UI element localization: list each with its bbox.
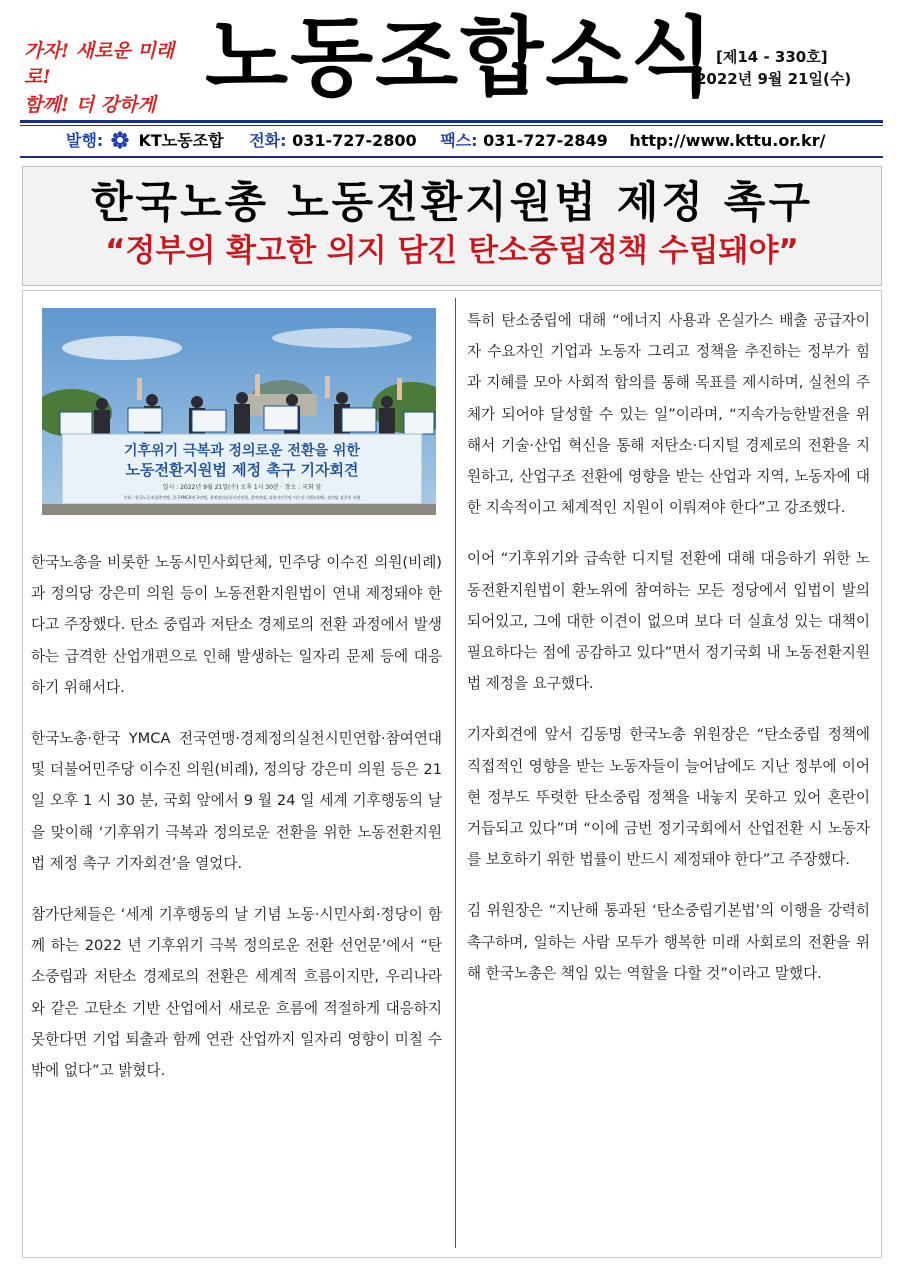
headline: 한국노총 노동전환지원법 제정 촉구 <box>91 178 813 228</box>
banner-line-1: 기후위기 극복과 정의로운 전환을 위한 <box>124 443 360 459</box>
banner-info: 일시 : 2022년 9월 21일(수) 오후 1시 30분 · 장소 : 국회 앞 <box>162 484 322 491</box>
photo-illustration <box>42 308 436 515</box>
publisher-name: KT노동조합 <box>138 131 224 150</box>
issue-info <box>696 46 852 90</box>
fax-number: 031-727-2849 <box>483 131 608 150</box>
issue-date: 2022년 9월 21일(수) <box>696 70 852 88</box>
slogan-line-2: 함께! 더 강하게 <box>24 94 156 116</box>
banner-line-2: 노동전환지원법 제정 촉구 기자회견 <box>125 461 359 479</box>
publisher-bar <box>20 128 883 154</box>
kttu-logo-icon <box>111 131 129 149</box>
paragraph: 한국노총을 비롯한 노동시민사회단체, 민주당 이수진 의원(비례)과 정의당 강은미 의원 등이 노동전환지원법이 연내 제정돼야 한다고 주장했다. 탄소 중립과 저탄소 경제로의 전환 과정에서 발생하는 급격한 산업개편으로 인해 발생하는 일자리 문제 등에 대응하기 위해서다. <box>31 554 442 696</box>
publisher-label: 발행: <box>66 131 104 150</box>
subheadline: “정부의 확고한 의지 담긴 탄소중립정책 수립돼야” <box>105 233 799 269</box>
banner-hosts: 주최 : 한국노동조합총연맹, 한국YMCA전국연맹, 경제정의실천시민연합, 참여연대, 더불어민주당 이수진 의원(비례), 정의당 강은미 의원 <box>123 495 361 500</box>
paragraph: 참가단체들은 ‘세계 기후행동의 날 기념 노동·시민사회·정당이 함께 하는 2022 년 기후위기 극복 정의로운 전환 선언문’에서 “탄소중립과 저탄소 경제로의 전환은 세계적 흐름이지만, 우리나라와 같은 고탄소 기반 산업에서 새로운 흐름에 적절하게 대응하지 못한다면 기업 퇴출과 함께 연관 산업까지 일자리 영향이 미칠 수밖에 없다”고 밝혔다. <box>31 906 442 1080</box>
issue-number: [제14 - 330호] <box>716 48 828 66</box>
publisher-bar-rule <box>20 156 883 158</box>
headline-box <box>22 166 882 286</box>
masthead-rule-thin <box>20 125 883 126</box>
phone-number: 031-727-2800 <box>292 131 417 150</box>
press-conference-photo <box>42 308 436 515</box>
website-link[interactable]: http://www.kttu.or.kr/ <box>629 131 826 150</box>
fax-label: 팩스: <box>440 131 478 150</box>
paragraph: 김 위원장은 “지난해 통과된 ‘탄소중립기본법’의 이행을 강력히 촉구하며, 일하는 사람 모두가 행복한 미래 사회로의 전환을 위해 한국노총은 책임 있는 역할을 다할 것”이라고 말했다. <box>467 902 870 982</box>
paragraph: 기자회견에 앞서 김동명 한국노총 위원장은 “탄소중립 정책에 직접적인 영향을 받는 노동자들이 늘어남에도 지난 정부에 이어 현 정부도 뚜렷한 탄소중립 정책을 내놓지 못하고 있어 혼란이 거듭되고 있다”며 “이에 금번 정기국회에서 산업전환 시 노동자를 보호하기 위한 법률이 반드시 제정돼야 한다”고 주장했다. <box>467 726 870 869</box>
slogan <box>24 38 199 120</box>
column-divider <box>455 298 456 1248</box>
paragraph: 특히 탄소중립에 대해 “에너지 사용과 온실가스 배출 공급자이자 수요자인 기업과 노동자 그리고 정책을 추진하는 정부가 힘과 지혜를 모아 사회적 합의를 통해 목표를 제시하며, 실천의 주체가 되어야 달성할 수 있는 일”이라며, “지속가능한발전을 위해서 기술·산업 혁신을 통해 저탄소·디지털 경제로의 전환을 지원하고, 산업구조 전환에 영향을 받는 산업과 지역, 노동자에 대한 지속적이고 체계적인 지원이 이뤄져야 한다”고 강조했다. <box>467 312 870 517</box>
masthead-title: 노동조합소식 <box>205 8 716 108</box>
paragraph: 한국노총·한국 YMCA 전국연맹·경제정의실천시민연합·참여연대 및 더불어민주당 이수진 의원(비례), 정의당 강은미 의원 등은 21 일 오후 1 시 30 분, 국회 앞에서 9 월 24 일 세계 기후행동의 날을 맞이해 ‘기후위기 극복과 정의로운 전환을 위한 노동전환지원법 제정 촉구 기자회견’을 열었다. <box>31 730 442 872</box>
article-column-right <box>467 305 870 1009</box>
masthead-rule <box>20 120 883 123</box>
phone-label: 전화: <box>249 131 287 150</box>
slogan-line-1: 가자! 새로운 미래로! <box>24 40 175 88</box>
paragraph: 이어 “기후위기와 급속한 디지털 전환에 대해 대응하기 위한 노동전환지원법이 환노위에 참여하는 모든 정당에서 입법이 발의되어있고, 그에 대한 이견이 없으며 보다 더 실효성 있는 대책이 필요하다는 점에 공감하고 있다”면서 정기국회 내 노동전환지원법 제정을 요구했다. <box>467 550 870 693</box>
article-column-left <box>31 547 442 1106</box>
